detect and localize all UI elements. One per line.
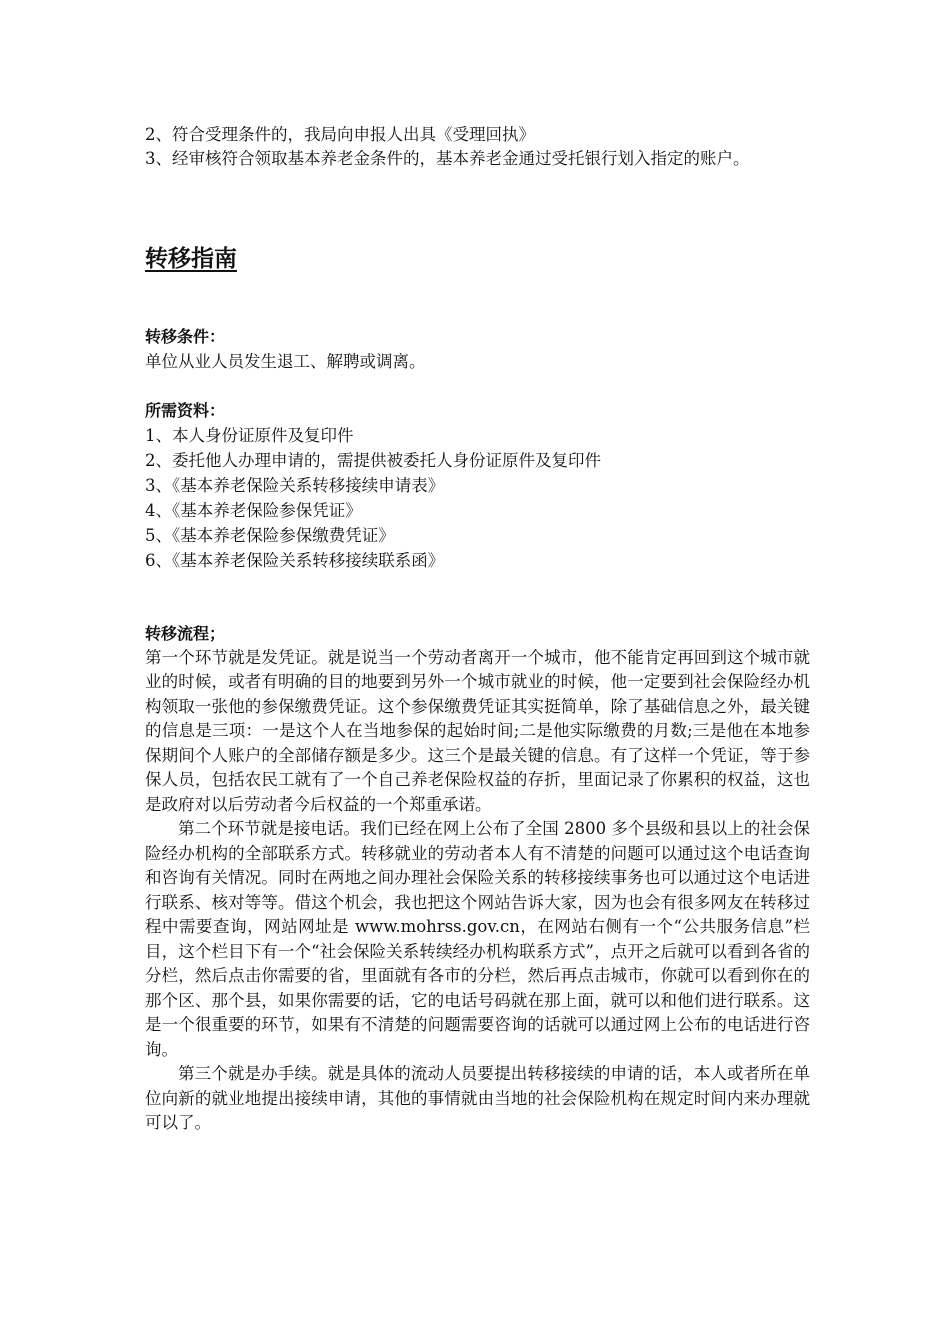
section-title: 转移指南 [145, 245, 237, 272]
materials-item: 4、《基本养老保险参保凭证》 [145, 500, 362, 520]
materials-heading: 所需资料： [145, 400, 226, 420]
process-paragraph-1: 第一个环节就是发凭证。就是说当一个劳动者离开一个城市，他不能肯定再回到这个城市就业的时候，或者有明确的目的地要到另外一个城市就业的时候，他一定要到社会保险经办机构领取一张他的参保缴费凭证。这个参保缴费凭证其实挺简单，除了基础信息之外，最关键的信息是三项：一是这个人在当地参保的起始时间;二是他实际缴费的月数;三是他在本地参保期间个人账户的全部储存额是多少。这三个是最关键的信息。有了这样一个凭证，等于参保人员，包括农民工就有了一个自己养老保险权益的存折，里面记录了你累积的权益，这也是政府对以后劳动者今后权益的一个郑重承诺。 [145, 647, 810, 814]
conditions-text: 单位从业人员发生退工、解聘或调离。 [145, 351, 426, 371]
process-heading: 转移流程； [145, 623, 226, 643]
materials-item: 5、《基本养老保险参保缴费凭证》 [145, 525, 395, 545]
materials-item: 1、本人身份证原件及复印件 [145, 425, 354, 445]
materials-list [145, 423, 810, 573]
conditions-heading: 转移条件： [145, 326, 226, 346]
document-content [145, 122, 810, 1136]
process-paragraph-3: 第三个就是办手续。就是具体的流动人员要提出转移接续的申请的话，本人或者所在单位向新的就业地提出接续申请，其他的事情就由当地的社会保险机构在规定时间内来办理就可以了。 [145, 1064, 810, 1132]
materials-item: 2、委托他人办理申请的，需提供被委托人身份证原件及复印件 [145, 450, 601, 470]
intro-item-3: 3、经审核符合领取基本养老金条件的，基本养老金通过受托银行划入指定的账户。 [145, 149, 750, 168]
process-paragraph-2: 第二个环节就是接电话。我们已经在网上公布了全国 2800 多个县级和县以上的社会保险经办机构的全部联系方式。转移就业的劳动者本人有不清楚的问题可以通过这个电话查询和咨询有关情况。同时在两地之间办理社会保险关系的转移接续事务也可以通过这个电话进行联系、核对等等。借这个机会，我也把这个网站告诉大家，因为也会有很多网友在转移过程中需要查询，网站网址是 www.mohrss.gov.cn，在网站右侧有一个“公共服务信息”栏目，这个栏目下有一个“社会保险关系转续经办机构联系方式”，点开之后就可以看到各省的分栏，然后点击你需要的省，里面就有各市的分栏，然后再点击城市，你就可以看到你在的那个区、那个县，如果你需要的话，它的电话号码就在那上面，就可以和他们进行联系。这是一个很重要的环节，如果有不清楚的问题需要咨询的话就可以通过网上公布的电话进行咨询。 [145, 819, 810, 1059]
materials-item: 6、《基本养老保险关系转移接续联系函》 [145, 550, 445, 570]
materials-item: 3、《基本养老保险关系转移接续申请表》 [145, 475, 445, 495]
intro-item-2: 2、符合受理条件的，我局向申报人出具《受理回执》 [145, 125, 535, 144]
